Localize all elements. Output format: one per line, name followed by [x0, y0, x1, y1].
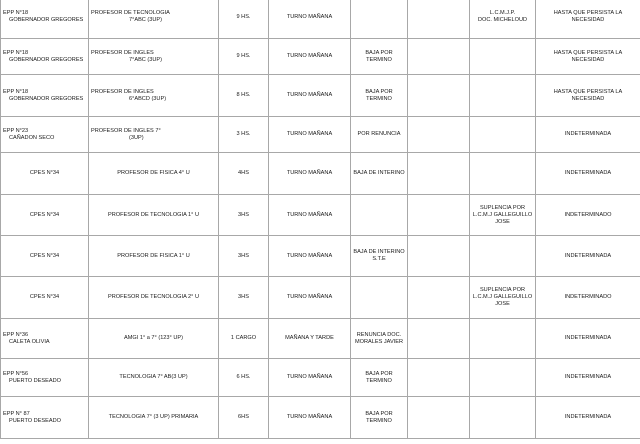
- table-row: [1, 277, 640, 319]
- duration-cell: INDETERMINADA: [536, 153, 640, 195]
- school-cell: CPES N°34: [1, 277, 89, 319]
- school-number: EPP N°23: [3, 127, 29, 134]
- position-cell: PROFESOR DE TECNOLOGIA 2° U: [89, 277, 219, 319]
- reason-cell: BAJA DE INTERINO: [351, 153, 408, 195]
- reason-cell: BAJA DE INTERINO S.T.E: [351, 236, 408, 277]
- blank-cell: [408, 359, 470, 397]
- table-row: [1, 0, 640, 39]
- duration-cell: INDETERMINADA: [536, 319, 640, 359]
- hours-cell: 3HS: [219, 195, 269, 236]
- reason-cell: BAJA POR TERMINO: [351, 359, 408, 397]
- position-courses: 6°ABCD (3UP): [129, 95, 167, 102]
- school-number: EPP N°56: [3, 370, 29, 377]
- position-cell: [89, 75, 219, 117]
- note-cell: [470, 39, 536, 75]
- duration-cell: HASTA QUE PERSISTA LA NECESIDAD: [536, 39, 640, 75]
- table-body: [1, 0, 640, 439]
- duration-cell: INDETERMINADA: [536, 397, 640, 439]
- blank-cell: [408, 277, 470, 319]
- position-courses: 7°ABC (3UP): [129, 56, 163, 63]
- position-cell: AMGI 1° a 7° (123° UP): [89, 319, 219, 359]
- hours-cell: 1 CARGO: [219, 319, 269, 359]
- school-cell: [1, 75, 89, 117]
- note-cell: L.C.M.J.P. DOC. MICHELOUD: [470, 0, 536, 39]
- shift-cell: TURNO MAÑANA: [269, 153, 351, 195]
- position-cell: [89, 0, 219, 39]
- shift-cell: TURNO MAÑANA: [269, 195, 351, 236]
- school-locality: PUERTO DESEADO: [9, 417, 62, 424]
- reason-cell: POR RENUNCIA: [351, 117, 408, 153]
- blank-cell: [408, 319, 470, 359]
- school-locality: CAÑADON SECO: [9, 134, 55, 141]
- school-number: EPP N° 87: [3, 410, 30, 417]
- blank-cell: [408, 75, 470, 117]
- blank-cell: [408, 117, 470, 153]
- shift-cell: TURNO MAÑANA: [269, 117, 351, 153]
- position-title: PROFESOR DE INGLES: [91, 49, 154, 56]
- blank-cell: [408, 153, 470, 195]
- position-cell: TECNOLOGIA 7° AB(3 UP): [89, 359, 219, 397]
- school-number: EPP N°36: [3, 331, 29, 338]
- school-number: EPP N°18: [3, 88, 29, 95]
- school-locality: CALETA OLIVIA: [9, 338, 50, 345]
- blank-cell: [408, 397, 470, 439]
- position-title: PROFESOR DE INGLES 7°: [91, 127, 161, 134]
- hours-cell: 4HS: [219, 153, 269, 195]
- position-cell: [89, 39, 219, 75]
- duration-cell: HASTA QUE PERSISTA LA NECESIDAD: [536, 0, 640, 39]
- school-cell: [1, 319, 89, 359]
- school-cell: [1, 0, 89, 39]
- school-locality: PUERTO DESEADO: [9, 377, 62, 384]
- blank-cell: [408, 0, 470, 39]
- note-cell: SUPLENCIA POR L.C.M.J GALLEGUILLO JOSE: [470, 277, 536, 319]
- duration-cell: INDETERMINADA: [536, 359, 640, 397]
- shift-cell: TURNO MAÑANA: [269, 236, 351, 277]
- table-row: [1, 75, 640, 117]
- school-cell: CPES N°34: [1, 195, 89, 236]
- hours-cell: 8 HS.: [219, 75, 269, 117]
- table-row: [1, 359, 640, 397]
- position-cell: [89, 117, 219, 153]
- reason-cell: BAJA POR TERMINO: [351, 397, 408, 439]
- position-courses: (3UP): [129, 134, 144, 141]
- note-cell: [470, 153, 536, 195]
- note-cell: SUPLENCIA POR L.C.M.J GALLEGUILLO JOSE: [470, 195, 536, 236]
- shift-cell: MAÑANA Y TARDE: [269, 319, 351, 359]
- school-cell: [1, 117, 89, 153]
- shift-cell: TURNO MAÑANA: [269, 0, 351, 39]
- school-locality: GOBERNADOR GREGORES: [9, 95, 84, 102]
- school-locality: GOBERNADOR GREGORES: [9, 56, 84, 63]
- blank-cell: [408, 39, 470, 75]
- school-cell: [1, 397, 89, 439]
- shift-cell: TURNO MAÑANA: [269, 397, 351, 439]
- table-row: [1, 195, 640, 236]
- table-row: [1, 39, 640, 75]
- position-title: PROFESOR DE TECNOLOGIA: [91, 10, 170, 16]
- school-number: EPP N°18: [3, 10, 29, 16]
- position-cell: PROFESOR DE FISICA 4° U: [89, 153, 219, 195]
- reason-cell: RENUNCIA DOC. MORALES JAVIER: [351, 319, 408, 359]
- shift-cell: TURNO MAÑANA: [269, 39, 351, 75]
- school-locality: GOBERNADOR GREGORES: [9, 17, 84, 23]
- shift-cell: TURNO MAÑANA: [269, 359, 351, 397]
- hours-cell: 6HS: [219, 397, 269, 439]
- position-cell: PROFESOR DE FISICA 1° U: [89, 236, 219, 277]
- hours-cell: 3 HS.: [219, 117, 269, 153]
- table-row: [1, 397, 640, 439]
- reason-cell: [351, 277, 408, 319]
- blank-cell: [408, 236, 470, 277]
- note-cell: [470, 397, 536, 439]
- position-cell: TECNOLOGIA 7° (3 UP) PRIMARIA: [89, 397, 219, 439]
- position-cell: PROFESOR DE TECNOLOGIA 1° U: [89, 195, 219, 236]
- shift-cell: TURNO MAÑANA: [269, 277, 351, 319]
- note-cell: [470, 319, 536, 359]
- duration-cell: INDETERMINADO: [536, 277, 640, 319]
- reason-cell: BAJA POR TERMINO: [351, 39, 408, 75]
- duration-cell: INDETERMINADA: [536, 236, 640, 277]
- table-row: [1, 117, 640, 153]
- table-row: [1, 153, 640, 195]
- table-row: [1, 236, 640, 277]
- shift-cell: TURNO MAÑANA: [269, 75, 351, 117]
- blank-cell: [408, 195, 470, 236]
- position-title: PROFESOR DE INGLES: [91, 88, 154, 95]
- school-cell: [1, 359, 89, 397]
- position-courses: 7°ABC (3UP): [129, 17, 163, 23]
- reason-cell: [351, 195, 408, 236]
- note-cell: [470, 117, 536, 153]
- note-cell: [470, 236, 536, 277]
- table-row: [1, 319, 640, 359]
- hours-cell: 3HS: [219, 236, 269, 277]
- school-number: EPP N°18: [3, 49, 29, 56]
- hours-cell: 9 HS.: [219, 0, 269, 39]
- note-cell: [470, 75, 536, 117]
- reason-cell: [351, 0, 408, 39]
- school-cell: CPES N°34: [1, 153, 89, 195]
- duration-cell: INDETERMINADA: [536, 117, 640, 153]
- school-cell: CPES N°34: [1, 236, 89, 277]
- school-cell: [1, 39, 89, 75]
- note-cell: [470, 359, 536, 397]
- hours-cell: 6 HS.: [219, 359, 269, 397]
- hours-cell: 3HS: [219, 277, 269, 319]
- duration-cell: HASTA QUE PERSISTA LA NECESIDAD: [536, 75, 640, 117]
- hours-cell: 9 HS.: [219, 39, 269, 75]
- reason-cell: BAJA POR TERMINO: [351, 75, 408, 117]
- duration-cell: INDETERMINADO: [536, 195, 640, 236]
